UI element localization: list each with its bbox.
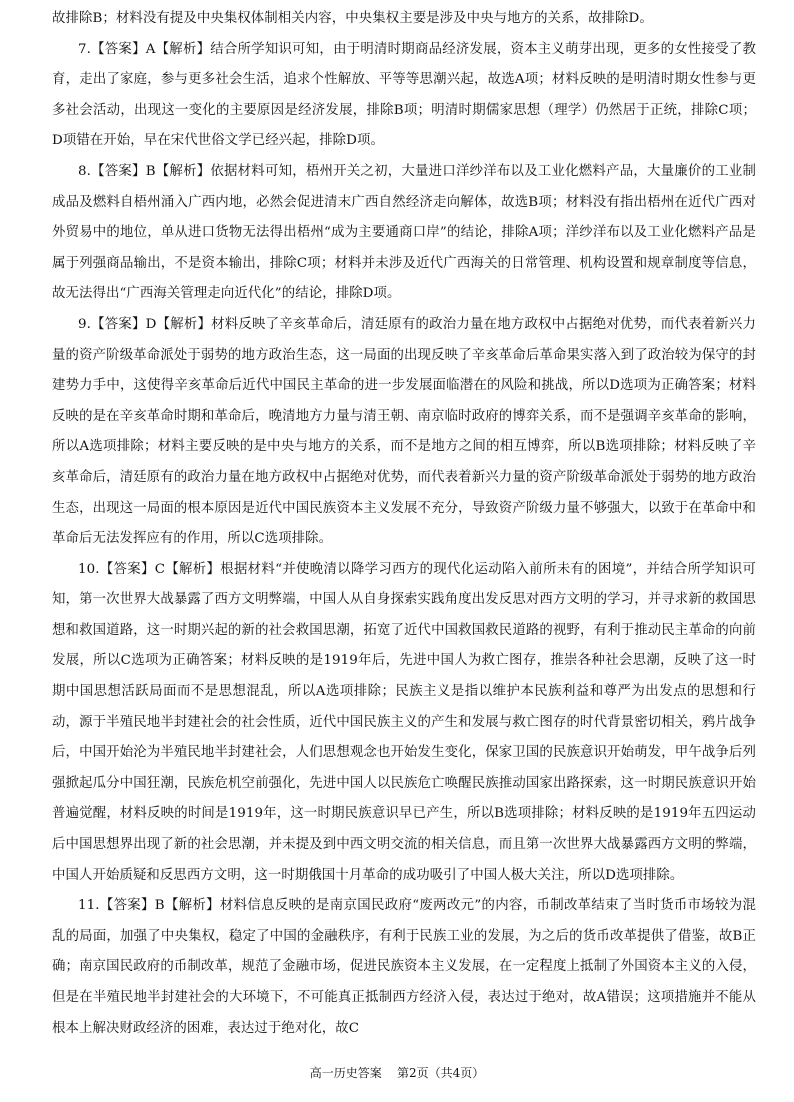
answer-item-9: 9.【答案】D【解析】材料反映了辛亥革命后，清廷原有的政治力量在地方政权中占据绝对优势，而代表着新兴力量的资产阶级革命派处于弱势的地方政治生态，这一局面的出现反映了辛亥革命后革命果实落入到了政治较为保守的封建势力手中，这使得辛亥革命后近代中国民主革命的进一步发展面临潜在的风险和挑战，所以D选项为正确答案；材料反映的是在辛亥革命时期和革命后，晚清地方力量与清王朝、南京临时政府的博弈关系，而不是强调辛亥革命的影响，所以A选项排除；材料主要反映的是中央与地方的关系，而不是地方之间的相互博弈，所以B选项排除；材料反映了辛亥革命后，清廷原有的政治力量在地方政权中占据绝对优势，而代表着新兴力量的资产阶级革命派处于弱势的地方政治生态，出现这一局面的根本原因是近代中国民族资本主义发展不充分，导致资产阶级力量不够强大，以致于在革命中和革命后无法发挥应有的作用，所以C选项排除。 [52, 316, 756, 547]
footer-title: 高一历史答案 [309, 1066, 382, 1080]
answer-item-11: 11.【答案】B【解析】材料信息反映的是南京国民政府“废两改元”的内容，币制改革结束了当时货币市场较为混乱的局面，加强了中央集权，稳定了中国的金融秩序，有利于民族工业的发展，为之后的货币改革提供了借鉴，故B正确；南京国民政府的币制改革，规范了金融市场，促进民族资本主义发展，在一定程度上抵制了外国资本主义的入侵，但是在半殖民地半封建社会的大环境下，不可能真正抵制西方经济入侵，表达过于绝对，故A错误；这项措施并不能从根本上解决财政经济的困难，表达过于绝对化，故C [52, 898, 756, 1036]
document-body [52, 4, 756, 1044]
page-footer [0, 1065, 794, 1081]
answer-item-7: 7.【答案】A【解析】结合所学知识可知，由于明清时期商品经济发展，资本主义萌芽出现，更多的女性接受了教育，走出了家庭，参与更多社会生活，追求个性解放、平等等思潮兴起，故选A项；材料反映的是明清时期女性参与更多社会活动，出现这一变化的主要原因是经济发展，排除B项；明清时期儒家思想（理学）仍然居于正统，排除C项；D项错在开始，早在宋代世俗文学已经兴起，排除D项。 [52, 41, 756, 149]
paragraph-continuation: 故排除B；材料没有提及中央集权体制相关内容，中央集权主要是涉及中央与地方的关系，故排除D。 [52, 11, 653, 26]
footer-page-number: 第2页（共4页） [397, 1066, 485, 1080]
answer-item-8: 8.【答案】B【解析】依据材料可知，梧州开关之初，大量进口洋纱洋布以及工业化燃料产品，大量廉价的工业制成品及燃料自梧州涌入广西内地，必然会促进清末广西自然经济走向解体，故选B项；材料没有指出梧州在近代广西对外贸易中的地位，单从进口货物无法得出梧州“成为主要通商口岸”的结论，排除A项；洋纱洋布以及工业化燃料产品是属于列强商品输出，不是资本输出，排除C项；材料并未涉及近代广西海关的日常管理、机构设置和规章制度等信息，故无法得出“广西海关管理走向近代化”的结论，排除D项。 [52, 163, 756, 302]
answer-item-10: 10.【答案】C【解析】根据材料“并使晚清以降学习西方的现代化运动陷入前所未有的困境”，并结合所学知识可知，第一次世界大战暴露了西方文明弊端，中国人从自身探索实践角度出发反思对西方文明的学习，并寻求新的救国思想和救国道路，这一时期兴起的新的社会救国思潮，拓宽了近代中国救国救民道路的视野，有利于推动民主革命的向前发展，所以C选项为正确答案；材料反映的是1919年后，先进中国人为救亡图存，推崇各种社会思潮，反映了这一时期中国思想活跃局面而不是思想混乱，所以A选项排除；民族主义是指以维护本民族利益和尊严为出发点的思想和行动，源于半殖民地半封建社会的社会性质，近代中国民族主义的产生和发展与救亡图存的时代背景密切相关，鸦片战争后，中国开始沦为半殖民地半封建社会，人们思想观念也开始发生变化，保家卫国的民族意识开始萌发，甲午战争后列强掀起瓜分中国狂潮，民族危机空前强化，先进中国人以民族危亡唤醒民族推动国家出路探索，这一时期民族意识开始普遍觉醒，材料反映的时间是1919年，这一时期民族意识早已产生，所以B选项排除；材料反映的是1919年五四运动后中国思想界出现了新的社会思潮，并未提及到中西文明交流的相关信息，而且第一次世界大战暴露西方文明的弊端，中国人开始质疑和反思西方文明，这一时期俄国十月革命的成功吸引了中国人极大关注，所以D选项排除。 [52, 561, 756, 883]
